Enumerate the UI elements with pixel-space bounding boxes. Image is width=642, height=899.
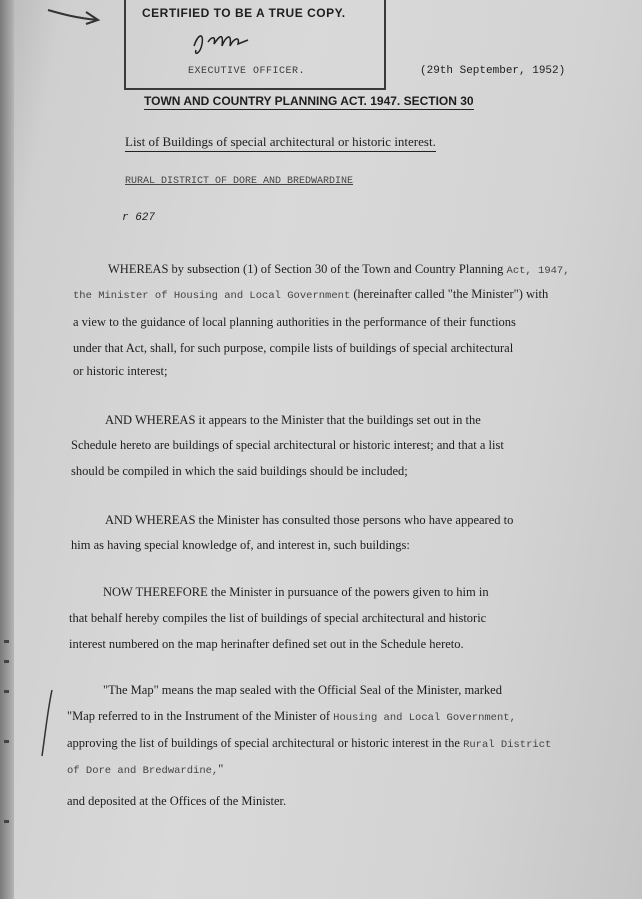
paragraph-1-line-2: the Minister of Housing and Local Government (hereinafter called "the Minister") with bbox=[73, 287, 549, 302]
district-heading: RURAL DISTRICT OF DORE AND BREDWARDINE bbox=[125, 176, 354, 187]
document-date: (29th September, 1952) bbox=[420, 65, 566, 77]
paragraph-4-line-3: interest numbered on the map herinafter defined set out in the Schedule hereto. bbox=[69, 637, 464, 651]
binding-holes bbox=[2, 630, 12, 880]
paragraph-4-line-1: NOW THEREFORE the Minister in pursuance of the powers given to him in bbox=[103, 585, 489, 599]
paragraph-1-line-1: WHEREAS by subsection (1) of Section 30 of the Town and Country Planning Act, 1947, bbox=[108, 262, 570, 277]
pen-mark bbox=[46, 4, 102, 26]
paragraph-5-line-1: "The Map" means the map sealed with the Official Seal of the Minister, marked bbox=[103, 683, 502, 697]
paragraph-1-line-5: or historic interest; bbox=[73, 364, 168, 378]
paragraph-5-line-2: "Map referred to in the Instrument of the Minister of Housing and Local Government, bbox=[67, 709, 516, 724]
paragraph-1-line-3: a view to the guidance of local planning authorities in the performance of their functions bbox=[73, 315, 516, 329]
stamp-office: EXECUTIVE OFFICER. bbox=[188, 66, 306, 77]
paragraph-3-line-1: AND WHEREAS the Minister has consulted those persons who have appeared to bbox=[105, 513, 514, 527]
list-title: List of Buildings of special architectural or historic interest. bbox=[125, 134, 436, 152]
paragraph-2-line-1: AND WHEREAS it appears to the Minister that the buildings set out in the bbox=[105, 413, 481, 427]
paragraph-2-line-2: Schedule hereto are buildings of special architectural or historic interest; and that a list bbox=[71, 438, 504, 452]
act-heading: TOWN AND COUNTRY PLANNING ACT. 1947. SECTION 30 bbox=[144, 94, 474, 108]
reference-number: r 627 bbox=[122, 212, 156, 224]
paragraph-3-line-2: him as having special knowledge of, and interest in, such buildings: bbox=[71, 538, 410, 552]
paragraph-1-line-4: under that Act, shall, for such purpose, compile lists of buildings of special architectural bbox=[73, 341, 514, 355]
paragraph-4-line-2: that behalf hereby compiles the list of buildings of special architectural and historic bbox=[69, 611, 487, 625]
paragraph-5-line-5: and deposited at the Offices of the Minister. bbox=[67, 794, 287, 808]
paragraph-5-line-3: approving the list of buildings of special architectural or historic interest in the Rural District bbox=[67, 736, 552, 751]
margin-mark bbox=[40, 688, 54, 758]
paragraph-2-line-3: should be compiled in which the said buildings should be included; bbox=[71, 464, 408, 478]
signature bbox=[190, 26, 254, 58]
certified-copy-stamp bbox=[124, 0, 386, 90]
stamp-title: CERTIFIED TO BE A TRUE COPY. bbox=[142, 6, 346, 20]
paragraph-5-line-4: of Dore and Bredwardine," bbox=[67, 762, 224, 777]
